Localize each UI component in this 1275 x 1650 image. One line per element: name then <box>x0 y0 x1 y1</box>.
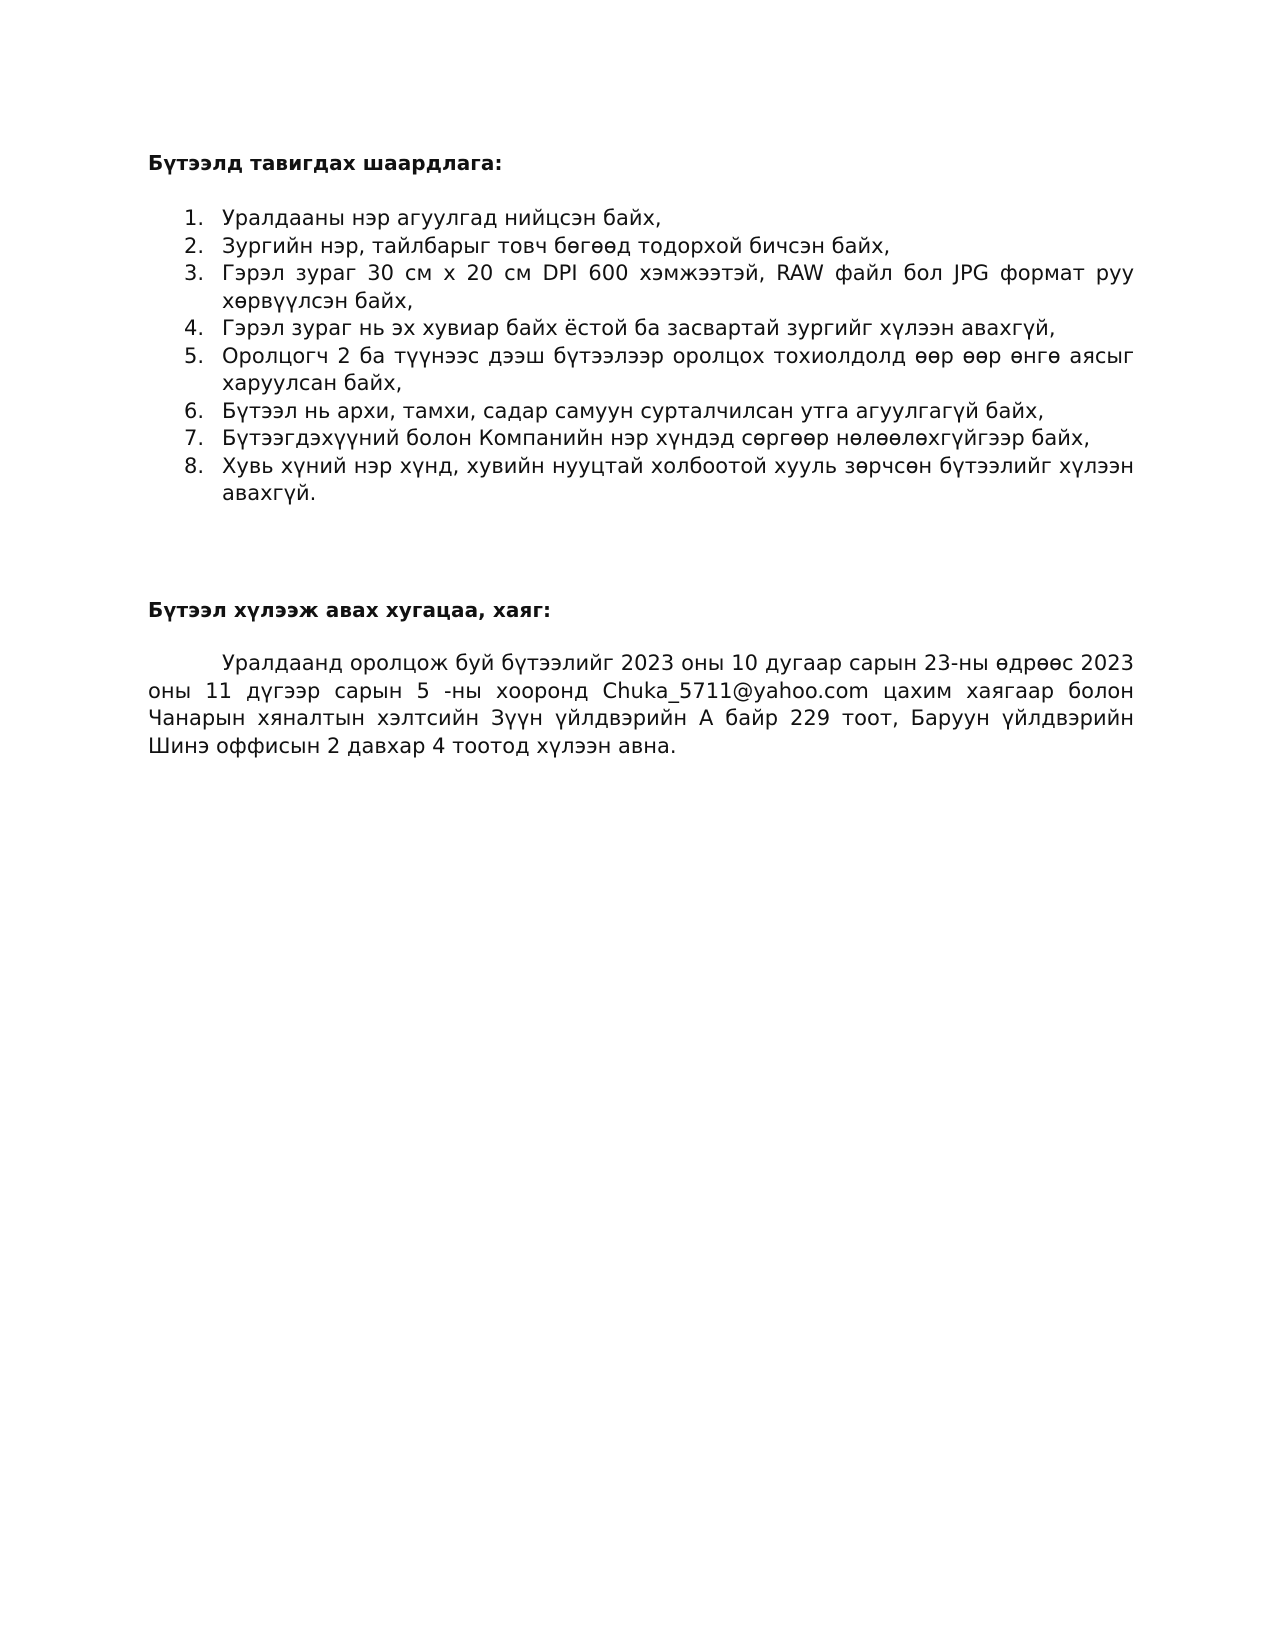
list-item <box>148 260 1134 315</box>
deadline-paragraph: Уралдаанд оролцож буй бүтээлийг 2023 оны 10 дугаар сарын 23-ны өдрөөс 2023 оны 11 дүгээр сарын 5 -ны хооронд Chuka_5711@yahoo.com цахим хаягаар болон Чанарын хяналтын хэлтсийн Зүүн үйлдвэрийн А байр 229 тоот, Баруун үйлдвэрийн Шинэ оффисын 2 давхар 4 тоотод хүлээн авна. <box>148 651 1134 758</box>
list-item-text: Бүтээгдэхүүний болон Компанийн нэр хүндэд сөргөөр нөлөөлөхгүйгээр байх, <box>222 426 1090 450</box>
list-item <box>148 398 1134 426</box>
list-item-text: Бүтээл нь архи, тамхи, садар самуун сурталчилсан утга агуулгагүй байх, <box>222 398 1045 423</box>
list-item <box>148 453 1134 508</box>
list-item <box>148 233 1134 261</box>
list-item-text: Хувь хүний нэр хүнд, хувийн нууцтай холбоотой хууль зөрчсөн бүтээлийг хүлээн авахгүй. <box>222 453 1134 505</box>
list-item-text: Оролцогч 2 ба түүнээс дээш бүтээлээр оролцох тохиолдолд өөр өөр өнгө аясыг харуулсан байх, <box>222 343 1134 395</box>
list-item-number: 7. <box>184 426 205 450</box>
list-item <box>148 343 1134 398</box>
list-item-number: 8. <box>184 453 205 478</box>
list-item-number: 3. <box>184 261 205 285</box>
list-item <box>148 315 1134 343</box>
deadline-heading: Бүтээл хүлээж авах хугацаа, хаяг: <box>148 598 552 622</box>
list-item-number: 2. <box>184 233 205 258</box>
list-item-text: Зургийн нэр, тайлбарыг товч бөгөөд тодорхой бичсэн байх, <box>222 233 891 258</box>
list-item <box>148 205 1134 233</box>
requirements-heading: Бүтээлд тавигдах шаардлага: <box>148 151 503 175</box>
list-item-text: Гэрэл зураг 30 см х 20 см DPI 600 хэмжээтэй, RAW файл бол JPG формат руу хөрвүүлсэн байх, <box>222 261 1134 313</box>
list-item-text: Уралдааны нэр агуулгад нийцсэн байх, <box>222 206 662 230</box>
list-item-number: 1. <box>184 206 205 230</box>
requirements-list <box>148 205 1134 508</box>
list-item-number: 4. <box>184 316 205 340</box>
list-item-number: 6. <box>184 398 205 423</box>
list-item <box>148 425 1134 453</box>
list-item-number: 5. <box>184 343 205 368</box>
list-item-text: Гэрэл зураг нь эх хувиар байх ёстой ба засвартай зургийг хүлээн авахгүй, <box>222 316 1056 340</box>
